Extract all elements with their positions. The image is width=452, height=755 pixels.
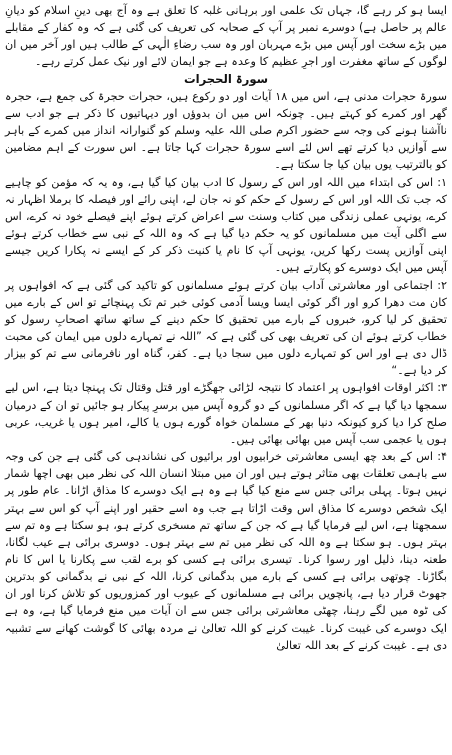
- intro-paragraph: ایسا ہو کر رہے گا، جہاں تک علمی اور برہانی غلبہ کا تعلق ہے وہ آج بھی دینِ اسلام کو دیانِ عالم پر حاصل ہے) دوسرے نمبر پر آپ کے صحابہ کی تعریف کی گئی ہے کہ وہ کفار کے مقابلے میں بڑے سخت اور آپس میں بڑے مہربان اور وہ سب رضاءِ الٰہی کے طالب ہیں اور آخر میں ان لوگوں کے ساتھ مغفرت اور اجرِ عظیم کا وعدہ ہے جو ایمان لائے اور نیک عمل کرتے رہے۔: [5, 4, 447, 69]
- point-2-paragraph: ۲: اجتماعی اور معاشرتی آداب بیان کرتے ہوئے مسلمانوں کو تاکید کی گئی ہے کہ افواہوں پر کان مت دھرا کرو اور اگر کوئی ایسا ویسا آدمی کوئی خبر تم تک پہنچائے تو اس کے بارے میں تحقیق کر لیا کرو، خبروں کے بارے میں تحقیق کا حکم دینے کے ساتھ ساتھ اصحابِ رسول کو خطاب کرتے ہوئے ان کی تعریف بھی کی گئی ہے کہ ”اللہ نے تمہارے دلوں میں ایمان کی محبت ڈال دی ہے اور اس کو تمہارے دلوں میں سجا دیا ہے۔ کفر، گناہ اور نافرمانی سے تم کو بیزار کر دیا ہے۔“: [5, 278, 447, 378]
- surah-heading: سورۃ الحجرات: [183, 71, 269, 86]
- point-1-paragraph: ۱: اس کی ابتداء میں اللہ اور اس کے رسول کا ادب بیان کیا گیا ہے، وہ یہ کہ مؤمن کو چاہیے کہ جب تک اللہ اور اس کے رسول کے حکم کو نہ جان لے، اپنی رائے اور فیصلہ کا برملا اظہار نہ کرے، یونہی عملی زندگی میں کتاب وسنت سے اعراض کرتے ہوئے اپنے فیصلے خود نہ کرے، اس سے اگلی آیت میں مسلمانوں کو یہ حکم دیا گیا ہے کہ وہ اللہ کے نبی سے خطاب کرتے ہوئے اپنی آوازیں پست رکھا کریں، یونہی آپ کا نام یا کنیت ذکر کر کے ایسے نہ پکارا کریں جیسے آپس میں ایک دوسرے کو پکارتے ہیں۔: [5, 175, 447, 275]
- point-4-paragraph: ۴: اس کے بعد چھ ایسی معاشرتی خرابیوں اور برائیوں کی نشاندہی کی گئی ہے جن کی وجہ سے باہمی تعلقات بھی متاثر ہوتے ہیں اور ان میں مبتلا انسان اللہ کی نظر میں بھی اچھا شمار نہیں ہوتا۔ پہلی برائی جس سے منع کیا گیا ہے وہ ہے ایک دوسرے کا مذاق اڑانا۔ عام طور پر ایک شخص دوسرے کا مذاق اس وقت اڑاتا ہے جب وہ اسے حقیر اور اپنے آپ کو اس سے بہتر سمجھتا ہے، اس لیے فرمایا گیا ہے کہ جن کے ساتھ تم مسخری کرتے ہو، ہو سکتا ہے وہ تم سے بہتر ہوں۔ ہو سکتا ہے وہ اللہ کی نظر میں تم سے بہتر ہوں۔ دوسری برائی ہے عیب لگانا، طعنہ دینا، ذلیل اور رسوا کرنا۔ تیسری برائی ہے کسی کو برے لقب سے پکارنا یا اس کا نام بگاڑنا۔ چوتھی برائی ہے کسی کے بارے میں بدگمانی کرنا، اللہ کے نبی نے بدگمانی کو بدترین جھوٹ قرار دیا ہے، پانچویں برائی ہے مسلمانوں کے عیوب اور کمزوریوں کو تلاش کرنا اور ان کی ٹوہ میں لگے رہنا، چھٹی معاشرتی برائی جس سے ان آیات میں منع فرمایا گیا ہے، وہ ہے ایک دوسرے کی غیبت کرنا۔ غیبت کرنے کو اللہ تعالیٰ نے مردہ بھائی کا گوشت کھانے سے تشبیہ دی ہے۔ غیبت کرنے کے بعد اللہ تعالیٰ: [5, 450, 447, 652]
- point-3-paragraph: ۳: اکثر اوقات افواہوں پر اعتماد کا نتیجہ لڑائی جھگڑے اور قتل وقتال تک پہنچا دیتا ہے، اس لیے سمجھا دیا گیا ہے کہ اگر مسلمانوں کے دو گروہ آپس میں برسرِ پیکار ہو جائیں تو ان کے درمیان صلح کرا دیا کرو کیونکہ دنیا بھر کے مسلمان خواہ گورے ہوں یا کالے، امیر ہوں یا غریب، عربی ہوں یا عجمی سب آپس میں بھائی بھائی ہیں۔: [5, 381, 447, 446]
- surah-intro-paragraph: سورۃ حجرات مدنی ہے، اس میں ۱۸ آیات اور دو رکوع ہیں، حجرات حجرۃ کی جمع ہے، حجرہ گھر اور کمرے کو کہتے ہیں۔ چونکہ اس میں ان بدوؤں اور دیہاتیوں کا ذکر ہے جو ادب سے ناآشنا ہونے کی وجہ سے حضور اکرم صلی اللہ علیہ وسلم کو گنوارانہ انداز میں کمرے کے باہر سے آوازیں دیا کرتے تھے اس لئے اسے سورۃ حجرات کہا جاتا ہے۔ اس سورت کے اہم مضامین کو بالترتیب یوں بیان کیا جا سکتا ہے۔: [5, 89, 447, 172]
